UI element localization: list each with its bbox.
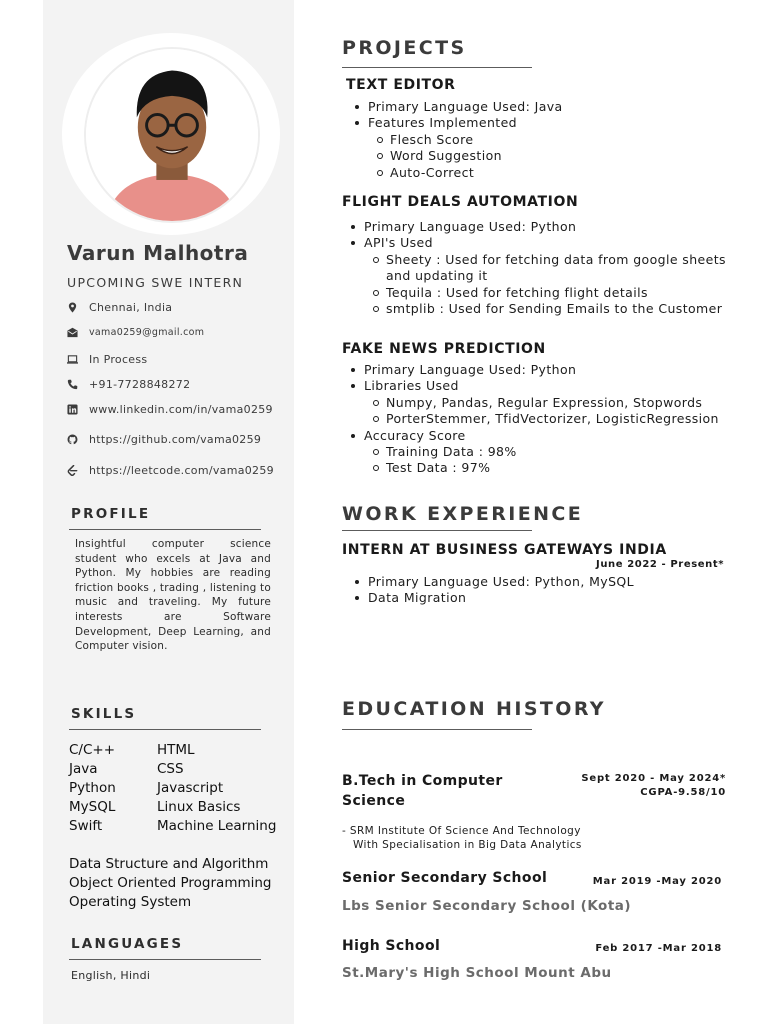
skill-item: Swift: [69, 818, 103, 834]
linkedin-link[interactable]: www.linkedin.com/in/vama0259: [89, 403, 273, 416]
work-heading: WORK EXPERIENCE: [342, 503, 584, 525]
location-pin-icon: [67, 302, 78, 313]
job-date: June 2022 - Present*: [596, 559, 725, 570]
project-title: FAKE NEWS PREDICTION: [342, 341, 546, 357]
person-name: Varun Malhotra: [67, 241, 249, 265]
bullet-item: Data Migration: [346, 590, 634, 606]
location-text: Chennai, India: [89, 301, 173, 314]
leetcode-icon: [67, 465, 78, 476]
contact-leetcode[interactable]: [67, 464, 274, 477]
skill-item: Java: [69, 761, 98, 777]
bullet-item: Primary Language Used: Python: [342, 362, 719, 378]
github-link[interactable]: https://github.com/vama0259: [89, 433, 262, 446]
sub-bullet-item: PorterStemmer, TfidVectorizer, LogisticRegression: [342, 411, 719, 427]
languages-divider: [69, 959, 261, 960]
project-bullets: [346, 99, 563, 181]
profile-heading: PROFILE: [71, 506, 151, 522]
sub-bullet-item: smtplib : Used for Sending Emails to the Customer: [342, 301, 726, 317]
sub-bullet-item: Numpy, Pandas, Regular Expression, Stopwords: [342, 395, 719, 411]
skill-item: Operating System: [69, 894, 192, 910]
bullet-item: Primary Language Used: Python, MySQL: [346, 574, 634, 590]
skill-item: Python: [69, 780, 116, 796]
contact-linkedin[interactable]: [67, 403, 273, 416]
skill-item: MySQL: [69, 799, 116, 815]
languages-heading: LANGUAGES: [71, 936, 184, 952]
skill-item: C/C++: [69, 742, 116, 758]
degree-cgpa: CGPA-9.58/10: [640, 787, 726, 798]
contact-status: [67, 353, 147, 366]
projects-divider: [342, 67, 532, 68]
bullet-item: Accuracy Score: [342, 428, 719, 444]
person-role: UPCOMING SWE INTERN: [67, 275, 244, 290]
project-bullets: [342, 219, 726, 317]
linkedin-icon: [67, 404, 78, 415]
skill-item: Linux Basics: [157, 799, 241, 815]
degree-date-range: Sept 2020 - May 2024*: [581, 773, 726, 784]
skill-item: CSS: [157, 761, 184, 777]
laptop-icon: [67, 354, 78, 365]
profile-text: Insightful computer science student who excels at Java and Python. My hobbies are reading friction books , trading , listening to music and traveling. My future interests are Software Development, Deep Learning, and Computer vision.: [75, 538, 271, 653]
skill-item: HTML: [157, 742, 195, 758]
bullet-item: Libraries Used: [342, 378, 719, 394]
contact-location: [67, 301, 172, 314]
avatar-portrait-icon: [86, 49, 258, 221]
skill-item: Javascript: [157, 780, 224, 796]
sub-bullet-item: Test Data : 97%: [342, 460, 719, 476]
skill-item: Data Structure and Algorithm: [69, 856, 269, 872]
degree-date: [581, 772, 726, 800]
high-school-date: Feb 2017 -Mar 2018: [595, 943, 722, 954]
senior-date: Mar 2019 -May 2020: [592, 876, 722, 887]
degree-title: [342, 771, 503, 811]
education-divider: [342, 729, 532, 730]
leetcode-link[interactable]: https://leetcode.com/vama0259: [89, 464, 274, 477]
contact-phone[interactable]: [67, 378, 190, 391]
project-bullets: [342, 362, 719, 477]
bullet-item: Primary Language Used: Java: [346, 99, 563, 115]
senior-school: Lbs Senior Secondary School (Kota): [342, 898, 632, 914]
status-text: In Process: [89, 353, 148, 366]
envelope-icon: [67, 327, 78, 338]
bullet-item: API's Used: [342, 235, 726, 251]
project-title: TEXT EDITOR: [346, 77, 456, 93]
high-school-title: High School: [342, 938, 441, 954]
avatar: [84, 47, 260, 223]
sub-bullet-item: Flesch Score: [346, 132, 563, 148]
skills-divider: [69, 729, 261, 730]
projects-heading: PROJECTS: [342, 37, 467, 59]
sub-bullet-item: Tequila : Used for fetching flight details: [342, 285, 726, 301]
degree-title-line: Science: [342, 793, 406, 809]
profile-divider: [69, 529, 261, 530]
email-link[interactable]: vama0259@gmail.com: [89, 327, 205, 338]
sub-bullet-item: Word Suggestion: [346, 148, 563, 164]
skill-item: Machine Learning: [157, 818, 277, 834]
degree-title-line: B.Tech in Computer: [342, 773, 503, 789]
education-heading: EDUCATION HISTORY: [342, 698, 606, 720]
phone-link[interactable]: +91-7728848272: [89, 378, 191, 391]
contact-github[interactable]: [67, 433, 261, 446]
languages-text: English, Hindi: [71, 969, 151, 982]
senior-title: Senior Secondary School: [342, 870, 548, 886]
school-line: With Specialisation in Big Data Analytics: [353, 839, 582, 851]
sub-bullet-item: Training Data : 98%: [342, 444, 719, 460]
high-school-name: St.Mary's High School Mount Abu: [342, 965, 612, 981]
school-line: - SRM Institute Of Science And Technology: [342, 825, 581, 837]
sub-bullet-continuation: and updating it: [386, 268, 488, 284]
project-title: FLIGHT DEALS AUTOMATION: [342, 194, 579, 210]
skills-list: [69, 741, 287, 835]
sub-bullet-item: Auto-Correct: [346, 165, 563, 181]
skill-item: Object Oriented Programming: [69, 875, 272, 891]
contact-email[interactable]: [67, 327, 204, 338]
work-divider: [342, 530, 532, 531]
sub-bullet-item: Sheety : Used for fetching data from google sheets: [342, 252, 726, 268]
bullet-item: Features Implemented: [346, 115, 563, 131]
degree-school: [342, 824, 582, 852]
job-title: INTERN AT BUSINESS GATEWAYS INDIA: [342, 542, 667, 558]
job-bullets: [346, 574, 634, 607]
bullet-item: Primary Language Used: Python: [342, 219, 726, 235]
skills-heading: SKILLS: [71, 706, 137, 722]
skills-extra: [69, 855, 272, 912]
phone-icon: [67, 379, 78, 390]
github-icon: [67, 434, 78, 445]
